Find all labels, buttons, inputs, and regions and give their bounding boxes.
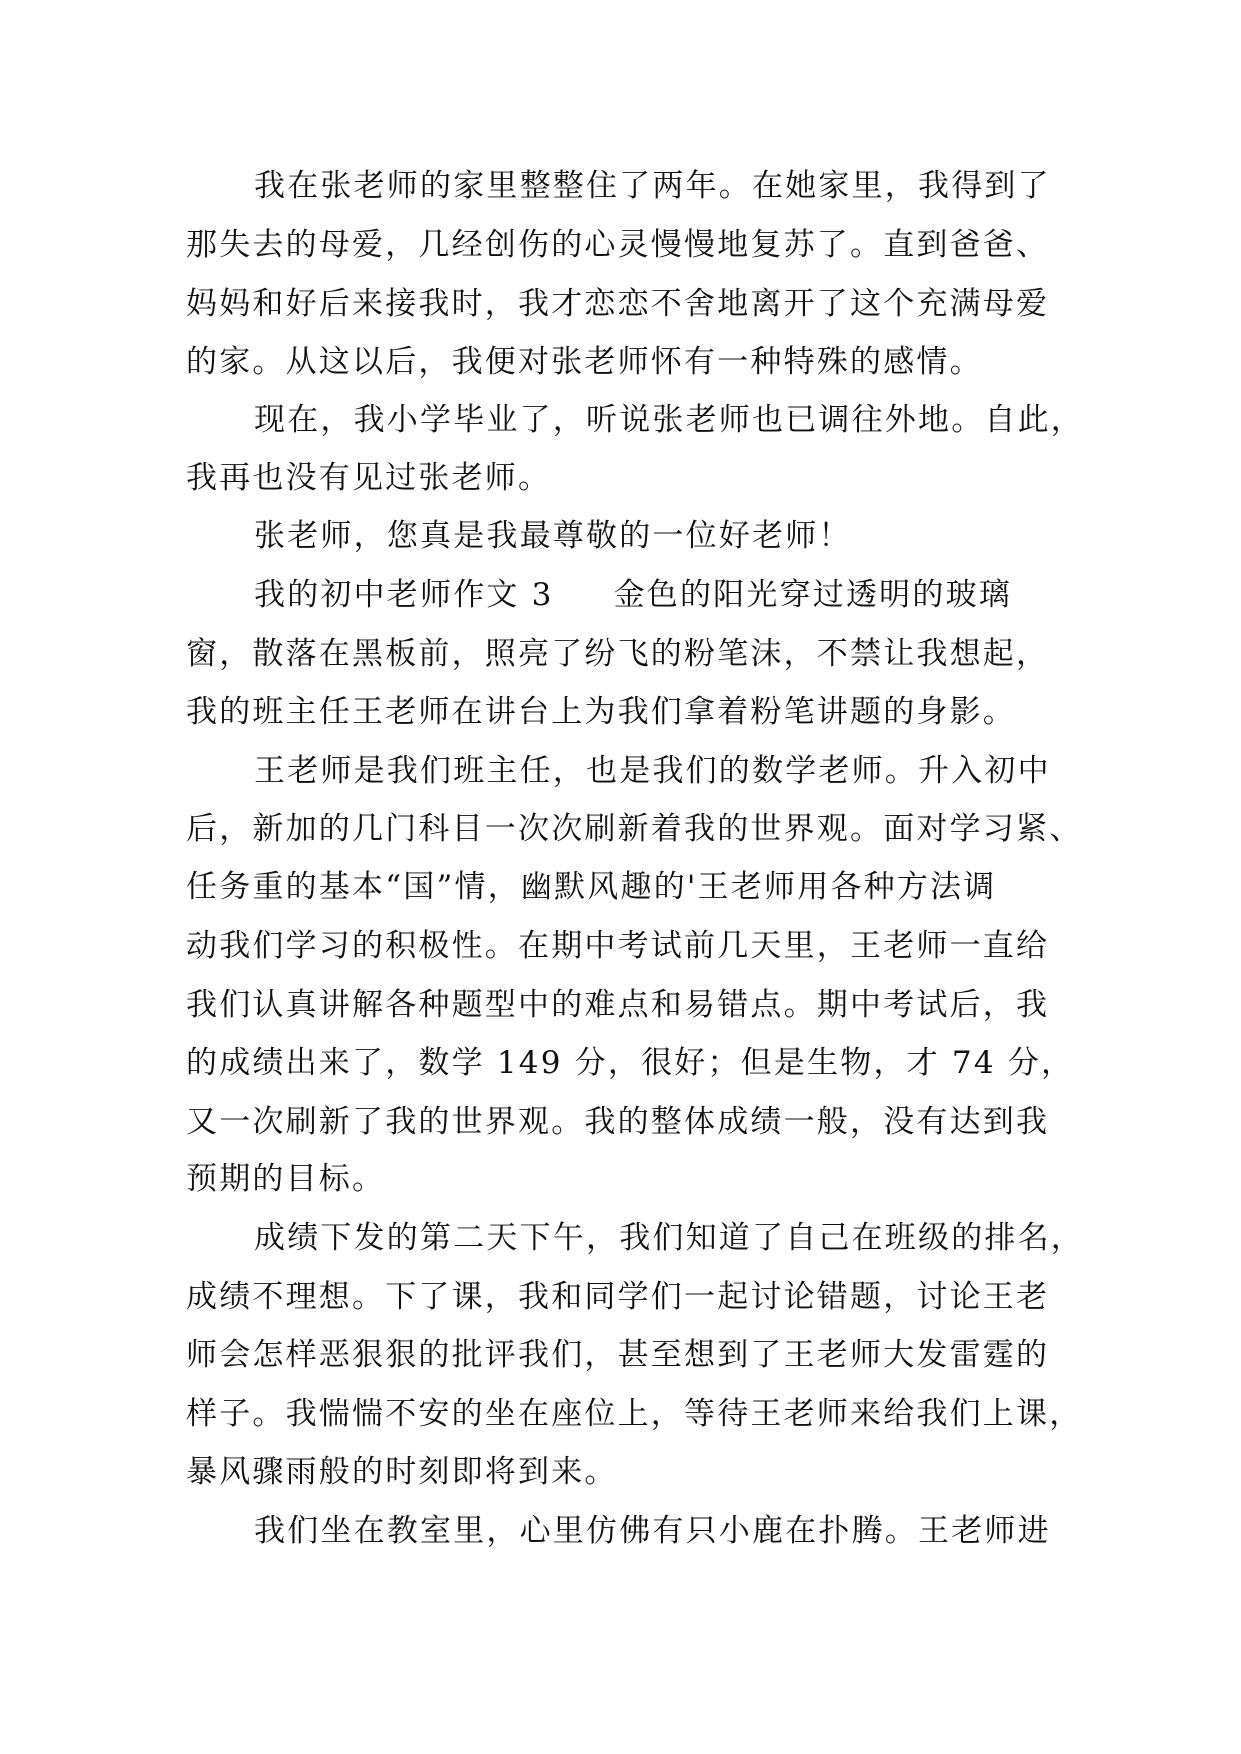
text-line: 窗，散落在黑板前，照亮了纷飞的粉笔沫，不禁让我想起， [186, 636, 1050, 672]
text-line: 成绩不理想。下了课，我和同学们一起讨论错题，讨论王老 [186, 1279, 1050, 1315]
text-line: 我再也没有见过张老师。 [186, 460, 552, 496]
text-line: 我们坐在教室里，心里仿佛有只小鹿在扑腾。王老师进 [254, 1513, 1051, 1549]
text-line: 任务重的基本“国”情，幽默风趣的'王老师用各种方法调 [186, 869, 997, 905]
section-heading-line [254, 575, 1012, 615]
text-line: 暴风骤雨般的时刻即将到来。 [186, 1454, 618, 1490]
text-line: 师会怎样恶狠狠的批评我们，甚至想到了王老师大发雷霆的 [186, 1337, 1050, 1373]
text-line: 预期的目标。 [186, 1161, 386, 1197]
text-line: 现在，我小学毕业了，听说张老师也已调往外地。自此， [254, 402, 1084, 438]
text-line: 我的班主任王老师在讲台上为我们拿着粉笔讲题的身影。 [186, 694, 1016, 730]
text-line: 金色的阳光穿过透明的玻璃 [613, 577, 1012, 613]
text-line: 我们认真讲解各种题型中的难点和易错点。期中考试后，我 [186, 987, 1050, 1023]
text-line: 妈妈和好后来接我时，我才恋恋不舍地离开了这个充满母爱 [186, 286, 1050, 322]
text-line: 的成绩出来了，数学 149 分，很好；但是生物，才 74 分， [186, 1045, 1075, 1081]
text-line: 那失去的母爱，几经创伤的心灵慢慢地复苏了。直到爸爸、 [186, 227, 1050, 263]
text-line: 张老师，您真是我最尊敬的一位好老师！ [254, 518, 852, 554]
text-line: 后，新加的几门科目一次次刷新着我的世界观。面对学习紧、 [186, 811, 1083, 847]
text-line: 成绩下发的第二天下午，我们知道了自己在班级的排名， [254, 1220, 1084, 1256]
text-line: 样子。我惴惴不安的坐在座位上，等待王老师来给我们上课， [186, 1396, 1083, 1432]
text-line: 的家。从这以后，我便对张老师怀有一种特殊的感情。 [186, 344, 983, 380]
text-line: 动我们学习的积极性。在期中考试前几天里，王老师一直给 [186, 928, 1050, 964]
text-line: 我在张老师的家里整整住了两年。在她家里，我得到了 [254, 168, 1051, 204]
text-line: 王老师是我们班主任，也是我们的数学老师。升入初中 [254, 753, 1051, 789]
text-line: 又一次刷新了我的世界观。我的整体成绩一般，没有达到我 [186, 1104, 1050, 1140]
section-heading: 我的初中老师作文 3 [254, 577, 554, 613]
